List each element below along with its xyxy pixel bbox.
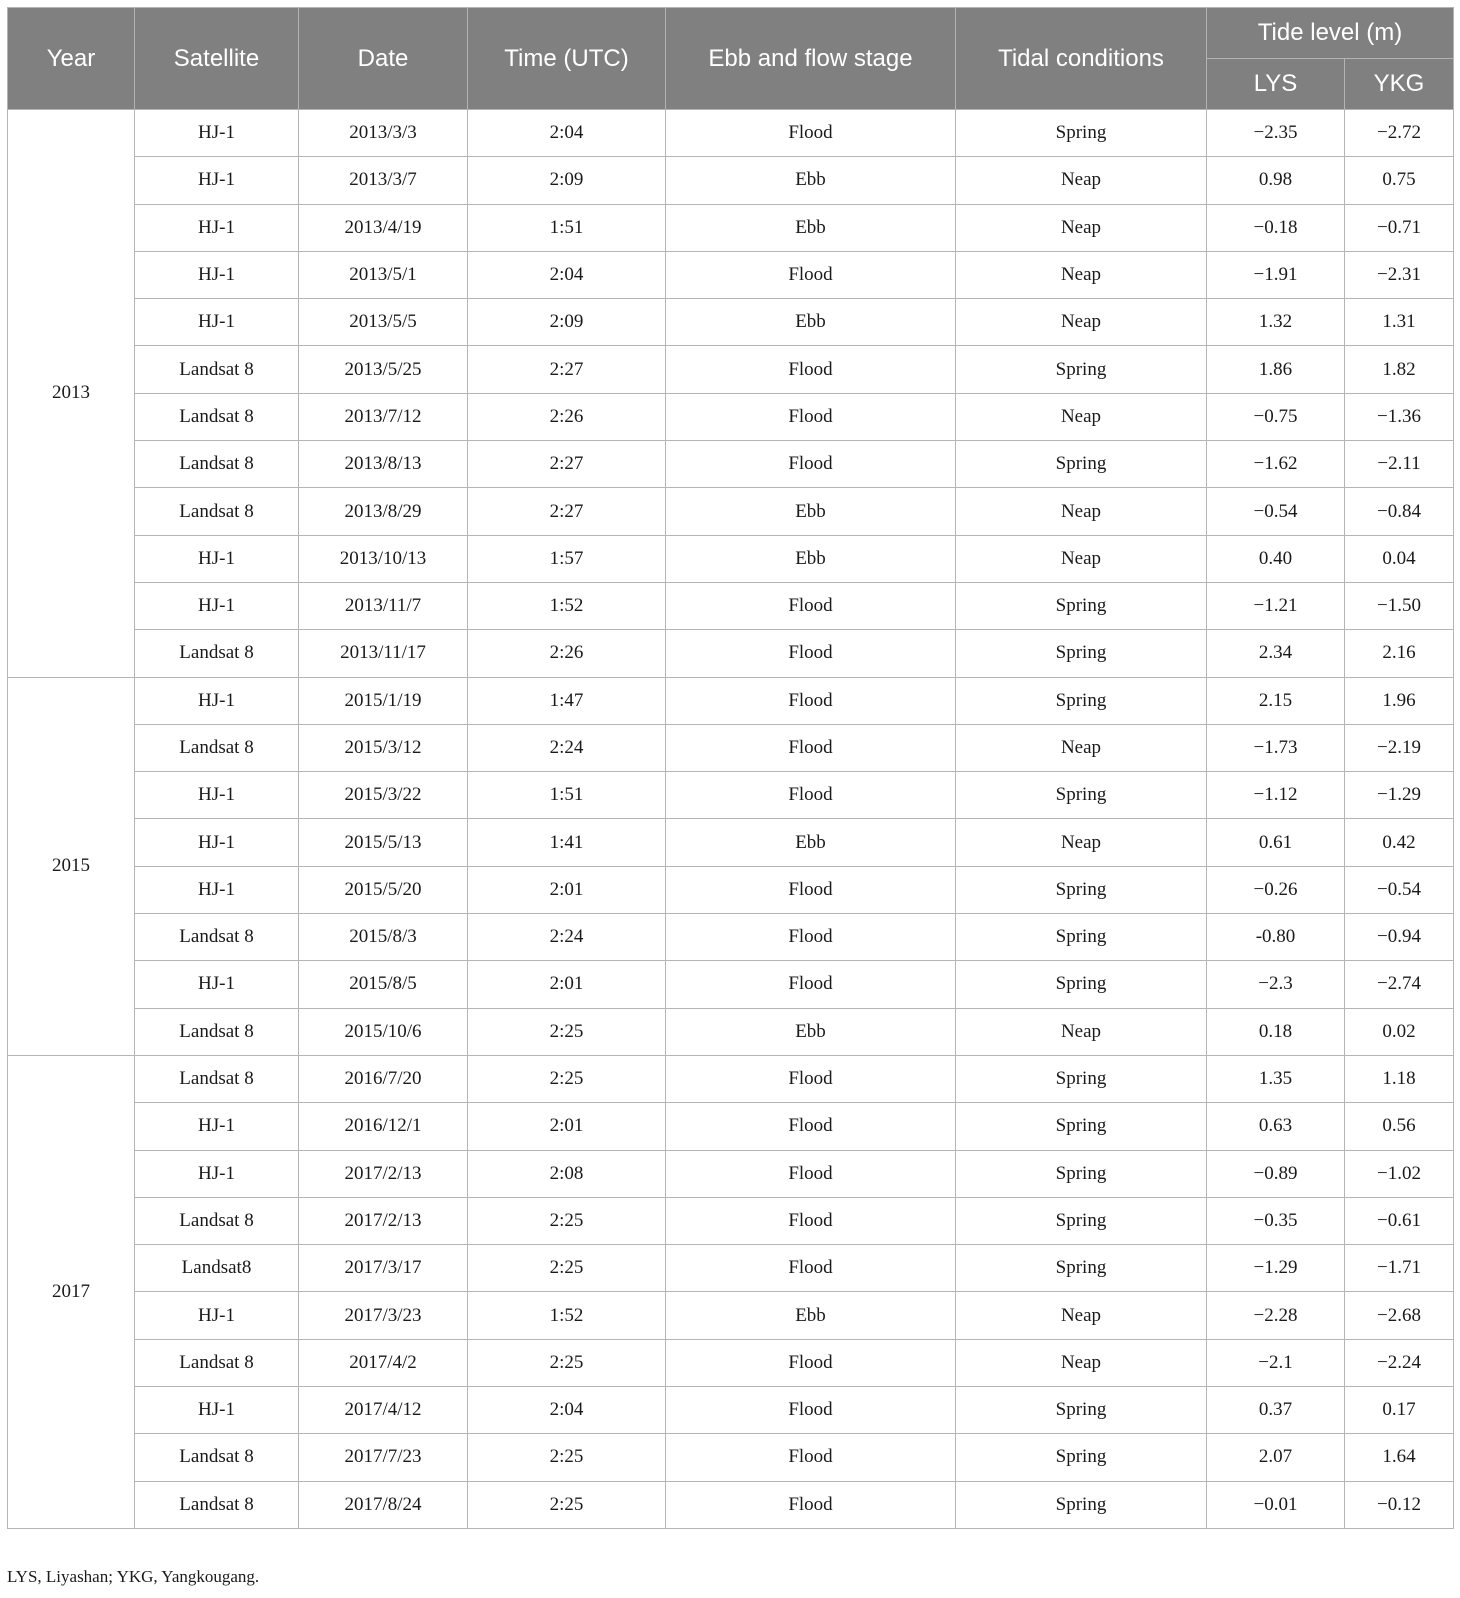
date-cell: 2017/2/13 [299, 1150, 468, 1197]
table-row [8, 866, 1454, 913]
satellite-cell: HJ-1 [135, 819, 299, 866]
table-row [8, 204, 1454, 251]
table-row [8, 1481, 1454, 1528]
lys-cell: 0.63 [1207, 1103, 1345, 1150]
satellite-cell: HJ-1 [135, 299, 299, 346]
satellite-cell: Landsat 8 [135, 1055, 299, 1102]
lys-cell: 1.35 [1207, 1055, 1345, 1102]
tidal-condition-cell: Neap [956, 1008, 1207, 1055]
ykg-cell: −1.29 [1345, 772, 1454, 819]
satellite-cell: Landsat 8 [135, 346, 299, 393]
lys-cell: −0.54 [1207, 488, 1345, 535]
ebb-flow-cell: Flood [666, 441, 956, 488]
time-cell: 2:24 [468, 724, 666, 771]
date-cell: 2015/8/3 [299, 914, 468, 961]
table-row [8, 1292, 1454, 1339]
satellite-cell: HJ-1 [135, 961, 299, 1008]
ebb-flow-cell: Ebb [666, 204, 956, 251]
tidal-condition-cell: Neap [956, 535, 1207, 582]
ykg-cell: 0.75 [1345, 157, 1454, 204]
table-footnote: LYS, Liyashan; YKG, Yangkougang. [7, 1567, 260, 1586]
date-cell: 2017/3/23 [299, 1292, 468, 1339]
tidal-condition-cell: Spring [956, 961, 1207, 1008]
ebb-flow-cell: Flood [666, 251, 956, 298]
lys-cell: −0.89 [1207, 1150, 1345, 1197]
ebb-flow-cell: Ebb [666, 535, 956, 582]
ykg-cell: −0.12 [1345, 1481, 1454, 1528]
satellite-cell: HJ-1 [135, 204, 299, 251]
table-row [8, 346, 1454, 393]
date-cell: 2015/3/22 [299, 772, 468, 819]
ebb-flow-cell: Ebb [666, 1292, 956, 1339]
ebb-flow-cell: Flood [666, 1339, 956, 1386]
date-cell: 2013/8/29 [299, 488, 468, 535]
table-row [8, 1339, 1454, 1386]
satellite-cell: Landsat 8 [135, 630, 299, 677]
ykg-cell: 0.56 [1345, 1103, 1454, 1150]
lys-cell: 0.98 [1207, 157, 1345, 204]
ykg-cell: 1.64 [1345, 1434, 1454, 1481]
lys-cell: −1.73 [1207, 724, 1345, 771]
table-row [8, 961, 1454, 1008]
satellite-cell: Landsat 8 [135, 1197, 299, 1244]
ebb-flow-cell: Flood [666, 1055, 956, 1102]
table-row [8, 110, 1454, 157]
satellite-cell: Landsat 8 [135, 488, 299, 535]
ebb-flow-cell: Flood [666, 346, 956, 393]
satellite-cell: Landsat 8 [135, 724, 299, 771]
satellite-cell: HJ-1 [135, 1150, 299, 1197]
ebb-flow-cell: Flood [666, 1150, 956, 1197]
tidal-condition-cell: Neap [956, 1339, 1207, 1386]
ebb-flow-cell: Flood [666, 914, 956, 961]
ykg-cell: −0.84 [1345, 488, 1454, 535]
tide-table-container [7, 7, 1453, 1529]
ebb-flow-cell: Flood [666, 961, 956, 1008]
table-row [8, 819, 1454, 866]
ebb-flow-cell: Flood [666, 1197, 956, 1244]
date-cell: 2013/10/13 [299, 535, 468, 582]
ebb-flow-cell: Flood [666, 866, 956, 913]
table-row [8, 157, 1454, 204]
satellite-cell: Landsat 8 [135, 441, 299, 488]
tidal-condition-cell: Neap [956, 1292, 1207, 1339]
time-cell: 2:25 [468, 1008, 666, 1055]
tidal-condition-cell: Spring [956, 1150, 1207, 1197]
header-time: Time (UTC) [468, 8, 666, 110]
tidal-condition-cell: Neap [956, 251, 1207, 298]
ykg-cell: −0.61 [1345, 1197, 1454, 1244]
satellite-cell: HJ-1 [135, 110, 299, 157]
ykg-cell: −1.36 [1345, 393, 1454, 440]
tidal-condition-cell: Spring [956, 630, 1207, 677]
tidal-condition-cell: Spring [956, 1387, 1207, 1434]
time-cell: 1:52 [468, 1292, 666, 1339]
ykg-cell: −1.50 [1345, 582, 1454, 629]
lys-cell: 2.34 [1207, 630, 1345, 677]
tidal-condition-cell: Spring [956, 866, 1207, 913]
tidal-condition-cell: Spring [956, 1055, 1207, 1102]
date-cell: 2017/2/13 [299, 1197, 468, 1244]
date-cell: 2015/5/20 [299, 866, 468, 913]
ykg-cell: −0.71 [1345, 204, 1454, 251]
time-cell: 1:51 [468, 204, 666, 251]
lys-cell: 0.18 [1207, 1008, 1345, 1055]
date-cell: 2017/8/24 [299, 1481, 468, 1528]
time-cell: 2:25 [468, 1339, 666, 1386]
header-ykg: YKG [1345, 59, 1454, 110]
lys-cell: −0.18 [1207, 204, 1345, 251]
table-row [8, 251, 1454, 298]
header-lys: LYS [1207, 59, 1345, 110]
satellite-cell: HJ-1 [135, 772, 299, 819]
table-header [8, 8, 1454, 110]
table-row [8, 1197, 1454, 1244]
lys-cell: −0.75 [1207, 393, 1345, 440]
ebb-flow-cell: Flood [666, 772, 956, 819]
tidal-condition-cell: Spring [956, 772, 1207, 819]
tidal-condition-cell: Spring [956, 677, 1207, 724]
ebb-flow-cell: Ebb [666, 819, 956, 866]
header-ebb-flow-stage: Ebb and flow stage [666, 8, 956, 110]
satellite-cell: HJ-1 [135, 677, 299, 724]
date-cell: 2013/3/7 [299, 157, 468, 204]
ykg-cell: −2.72 [1345, 110, 1454, 157]
tidal-condition-cell: Spring [956, 582, 1207, 629]
time-cell: 2:25 [468, 1245, 666, 1292]
date-cell: 2013/5/1 [299, 251, 468, 298]
time-cell: 2:25 [468, 1055, 666, 1102]
table-row [8, 299, 1454, 346]
time-cell: 2:27 [468, 441, 666, 488]
tidal-condition-cell: Neap [956, 488, 1207, 535]
table-row [8, 772, 1454, 819]
time-cell: 2:08 [468, 1150, 666, 1197]
ebb-flow-cell: Ebb [666, 488, 956, 535]
ebb-flow-cell: Flood [666, 724, 956, 771]
tidal-condition-cell: Neap [956, 724, 1207, 771]
time-cell: 2:25 [468, 1434, 666, 1481]
satellite-cell: HJ-1 [135, 866, 299, 913]
time-cell: 1:41 [468, 819, 666, 866]
time-cell: 2:04 [468, 110, 666, 157]
ebb-flow-cell: Ebb [666, 299, 956, 346]
ykg-cell: −1.02 [1345, 1150, 1454, 1197]
header-tide-level: Tide level (m) [1207, 8, 1454, 59]
date-cell: 2015/1/19 [299, 677, 468, 724]
table-row [8, 914, 1454, 961]
ebb-flow-cell: Flood [666, 630, 956, 677]
header-year: Year [8, 8, 135, 110]
tidal-condition-cell: Spring [956, 914, 1207, 961]
time-cell: 2:27 [468, 488, 666, 535]
ebb-flow-cell: Flood [666, 677, 956, 724]
year-cell: 2015 [8, 677, 135, 1055]
satellite-cell: HJ-1 [135, 535, 299, 582]
satellite-cell: HJ-1 [135, 582, 299, 629]
time-cell: 1:51 [468, 772, 666, 819]
ebb-flow-cell: Flood [666, 1245, 956, 1292]
ebb-flow-cell: Ebb [666, 1008, 956, 1055]
lys-cell: −0.26 [1207, 866, 1345, 913]
satellite-cell: HJ-1 [135, 157, 299, 204]
table-row [8, 535, 1454, 582]
date-cell: 2013/3/3 [299, 110, 468, 157]
date-cell: 2013/8/13 [299, 441, 468, 488]
tidal-condition-cell: Neap [956, 157, 1207, 204]
table-row [8, 441, 1454, 488]
satellite-cell: HJ-1 [135, 1387, 299, 1434]
ykg-cell: 0.02 [1345, 1008, 1454, 1055]
tide-table [7, 7, 1454, 1529]
ebb-flow-cell: Flood [666, 1387, 956, 1434]
lys-cell: −1.12 [1207, 772, 1345, 819]
date-cell: 2013/5/5 [299, 299, 468, 346]
header-date: Date [299, 8, 468, 110]
date-cell: 2013/7/12 [299, 393, 468, 440]
ykg-cell: 1.31 [1345, 299, 1454, 346]
time-cell: 2:01 [468, 1103, 666, 1150]
time-cell: 2:09 [468, 157, 666, 204]
table-row [8, 1434, 1454, 1481]
table-row [8, 677, 1454, 724]
year-cell: 2017 [8, 1055, 135, 1528]
ykg-cell: −2.74 [1345, 961, 1454, 1008]
tidal-condition-cell: Neap [956, 819, 1207, 866]
satellite-cell: Landsat 8 [135, 914, 299, 961]
time-cell: 1:47 [468, 677, 666, 724]
date-cell: 2013/5/25 [299, 346, 468, 393]
lys-cell: −0.01 [1207, 1481, 1345, 1528]
header-satellite: Satellite [135, 8, 299, 110]
time-cell: 2:25 [468, 1481, 666, 1528]
ebb-flow-cell: Flood [666, 1434, 956, 1481]
tidal-condition-cell: Neap [956, 393, 1207, 440]
date-cell: 2016/7/20 [299, 1055, 468, 1102]
lys-cell: 0.37 [1207, 1387, 1345, 1434]
date-cell: 2015/10/6 [299, 1008, 468, 1055]
tidal-condition-cell: Spring [956, 441, 1207, 488]
time-cell: 2:26 [468, 393, 666, 440]
lys-cell: 2.07 [1207, 1434, 1345, 1481]
ebb-flow-cell: Flood [666, 393, 956, 440]
satellite-cell: Landsat 8 [135, 1339, 299, 1386]
date-cell: 2017/4/12 [299, 1387, 468, 1434]
ykg-cell: −0.54 [1345, 866, 1454, 913]
ykg-cell: −2.68 [1345, 1292, 1454, 1339]
tidal-condition-cell: Spring [956, 1434, 1207, 1481]
time-cell: 1:57 [468, 535, 666, 582]
ykg-cell: 0.42 [1345, 819, 1454, 866]
ykg-cell: −2.24 [1345, 1339, 1454, 1386]
table-row [8, 1150, 1454, 1197]
lys-cell: −1.62 [1207, 441, 1345, 488]
ykg-cell: 1.96 [1345, 677, 1454, 724]
ykg-cell: 2.16 [1345, 630, 1454, 677]
ykg-cell: 0.04 [1345, 535, 1454, 582]
table-row [8, 582, 1454, 629]
time-cell: 1:52 [468, 582, 666, 629]
lys-cell: 2.15 [1207, 677, 1345, 724]
table-row [8, 630, 1454, 677]
lys-cell: 0.40 [1207, 535, 1345, 582]
lys-cell: −0.35 [1207, 1197, 1345, 1244]
date-cell: 2015/8/5 [299, 961, 468, 1008]
time-cell: 2:04 [468, 251, 666, 298]
table-row [8, 1103, 1454, 1150]
time-cell: 2:04 [468, 1387, 666, 1434]
ebb-flow-cell: Flood [666, 1103, 956, 1150]
time-cell: 2:25 [468, 1197, 666, 1244]
ebb-flow-cell: Ebb [666, 157, 956, 204]
year-cell: 2013 [8, 110, 135, 678]
lys-cell: −1.21 [1207, 582, 1345, 629]
date-cell: 2015/5/13 [299, 819, 468, 866]
lys-cell: −2.1 [1207, 1339, 1345, 1386]
lys-cell: −1.29 [1207, 1245, 1345, 1292]
lys-cell: 0.61 [1207, 819, 1345, 866]
table-row [8, 488, 1454, 535]
time-cell: 2:01 [468, 866, 666, 913]
satellite-cell: Landsat 8 [135, 1434, 299, 1481]
ebb-flow-cell: Flood [666, 110, 956, 157]
table-row [8, 1387, 1454, 1434]
date-cell: 2013/11/7 [299, 582, 468, 629]
date-cell: 2013/11/17 [299, 630, 468, 677]
table-row [8, 724, 1454, 771]
date-cell: 2013/4/19 [299, 204, 468, 251]
ebb-flow-cell: Flood [666, 582, 956, 629]
tidal-condition-cell: Spring [956, 1103, 1207, 1150]
satellite-cell: Landsat8 [135, 1245, 299, 1292]
ebb-flow-cell: Flood [666, 1481, 956, 1528]
time-cell: 2:27 [468, 346, 666, 393]
tidal-condition-cell: Spring [956, 110, 1207, 157]
tidal-condition-cell: Spring [956, 1197, 1207, 1244]
date-cell: 2017/3/17 [299, 1245, 468, 1292]
table-row [8, 1008, 1454, 1055]
date-cell: 2016/12/1 [299, 1103, 468, 1150]
satellite-cell: Landsat 8 [135, 1481, 299, 1528]
tidal-condition-cell: Neap [956, 299, 1207, 346]
satellite-cell: Landsat 8 [135, 1008, 299, 1055]
satellite-cell: HJ-1 [135, 1292, 299, 1339]
table-row [8, 1245, 1454, 1292]
ykg-cell: −2.19 [1345, 724, 1454, 771]
ykg-cell: 1.18 [1345, 1055, 1454, 1102]
date-cell: 2017/7/23 [299, 1434, 468, 1481]
satellite-cell: HJ-1 [135, 251, 299, 298]
ykg-cell: −0.94 [1345, 914, 1454, 961]
tidal-condition-cell: Spring [956, 346, 1207, 393]
lys-cell: −2.3 [1207, 961, 1345, 1008]
time-cell: 2:26 [468, 630, 666, 677]
table-row [8, 393, 1454, 440]
lys-cell: −1.91 [1207, 251, 1345, 298]
lys-cell: −2.28 [1207, 1292, 1345, 1339]
table-row [8, 1055, 1454, 1102]
ykg-cell: 1.82 [1345, 346, 1454, 393]
lys-cell: -0.80 [1207, 914, 1345, 961]
lys-cell: 1.86 [1207, 346, 1345, 393]
tidal-condition-cell: Spring [956, 1481, 1207, 1528]
tidal-condition-cell: Spring [956, 1245, 1207, 1292]
time-cell: 2:24 [468, 914, 666, 961]
ykg-cell: −2.11 [1345, 441, 1454, 488]
ykg-cell: −2.31 [1345, 251, 1454, 298]
date-cell: 2017/4/2 [299, 1339, 468, 1386]
tidal-condition-cell: Neap [956, 204, 1207, 251]
lys-cell: 1.32 [1207, 299, 1345, 346]
table-body [8, 110, 1454, 1529]
satellite-cell: HJ-1 [135, 1103, 299, 1150]
time-cell: 2:09 [468, 299, 666, 346]
ykg-cell: 0.17 [1345, 1387, 1454, 1434]
header-tidal-conditions: Tidal conditions [956, 8, 1207, 110]
date-cell: 2015/3/12 [299, 724, 468, 771]
lys-cell: −2.35 [1207, 110, 1345, 157]
time-cell: 2:01 [468, 961, 666, 1008]
satellite-cell: Landsat 8 [135, 393, 299, 440]
ykg-cell: −1.71 [1345, 1245, 1454, 1292]
